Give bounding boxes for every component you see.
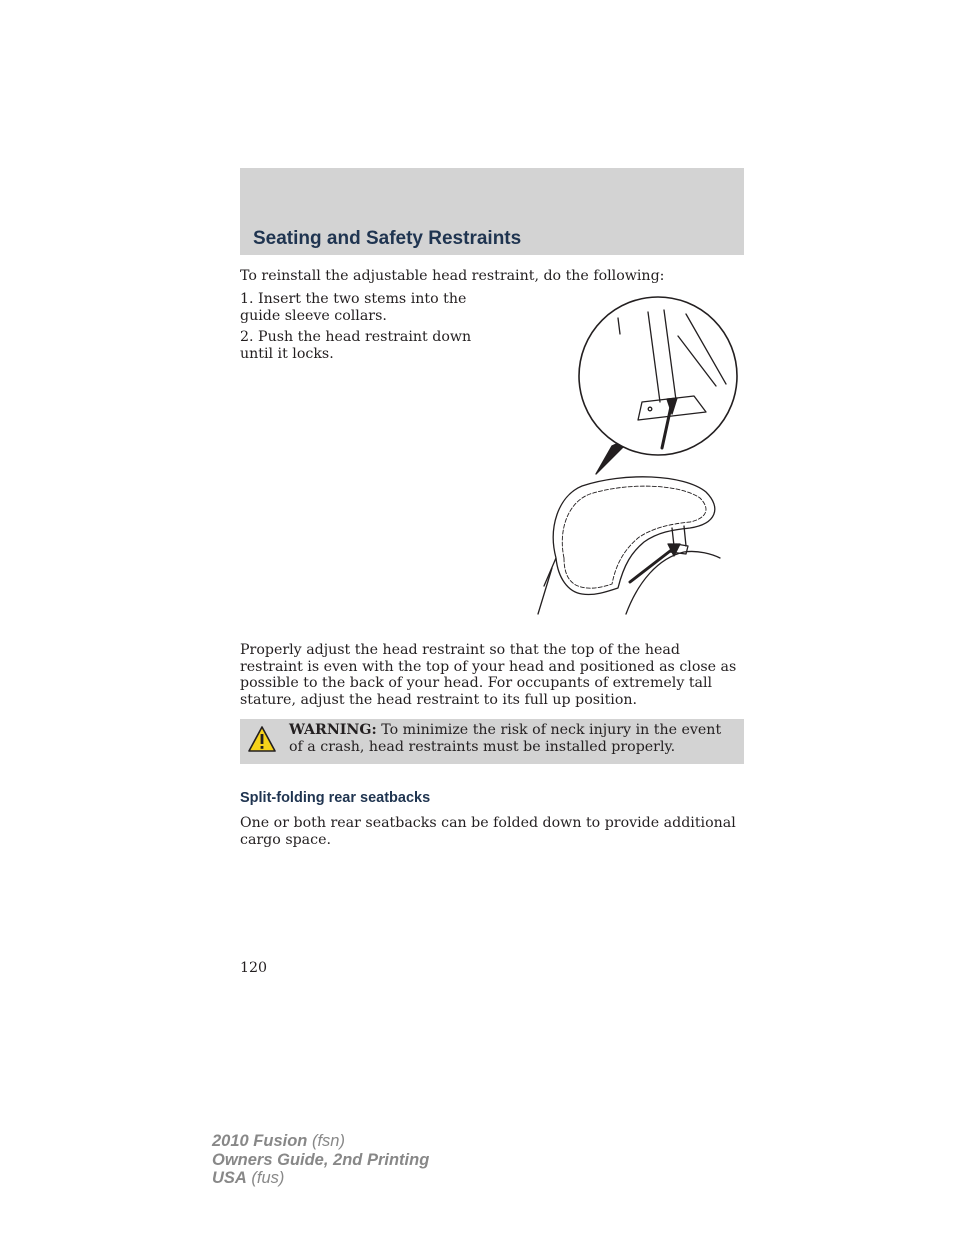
head-restraint-illustration: [534, 296, 744, 618]
intro-text: To reinstall the adjustable head restraint, do the following:: [240, 268, 665, 284]
subsection-title: Split-folding rear seatbacks: [240, 790, 431, 806]
warning-body: To minimize the risk of neck injury in the event of a crash, head restraints must be installed properly.: [289, 722, 722, 755]
footer-line-2: Owners Guide, 2nd Printing: [212, 1150, 430, 1169]
section-title: Seating and Safety Restraints: [253, 228, 522, 249]
subsection-text: One or both rear seatbacks can be folded down to provide additional cargo space.: [240, 815, 736, 848]
warning-text: [289, 722, 739, 755]
footer-line-3: USA (fus): [212, 1169, 285, 1187]
warning-label: WARNING:: [289, 722, 377, 738]
step-1: 1. Insert the two stems into the guide sleeve collars.: [240, 291, 467, 324]
step-2: 2. Push the head restraint down until it locks.: [240, 329, 472, 362]
adjustment-paragraph: Properly adjust the head restraint so that the top of the head restraint is even with the top of your head and positioned as close as possible to the back of your head. For occupants of extremely tall stature, adjust the head restraint to its full up position.: [240, 642, 737, 708]
page-number: 120: [240, 960, 268, 976]
warning-triangle-icon: [247, 725, 277, 753]
footer-line-1: 2010 Fusion (fsn): [212, 1132, 345, 1150]
footer: [212, 1132, 429, 1188]
